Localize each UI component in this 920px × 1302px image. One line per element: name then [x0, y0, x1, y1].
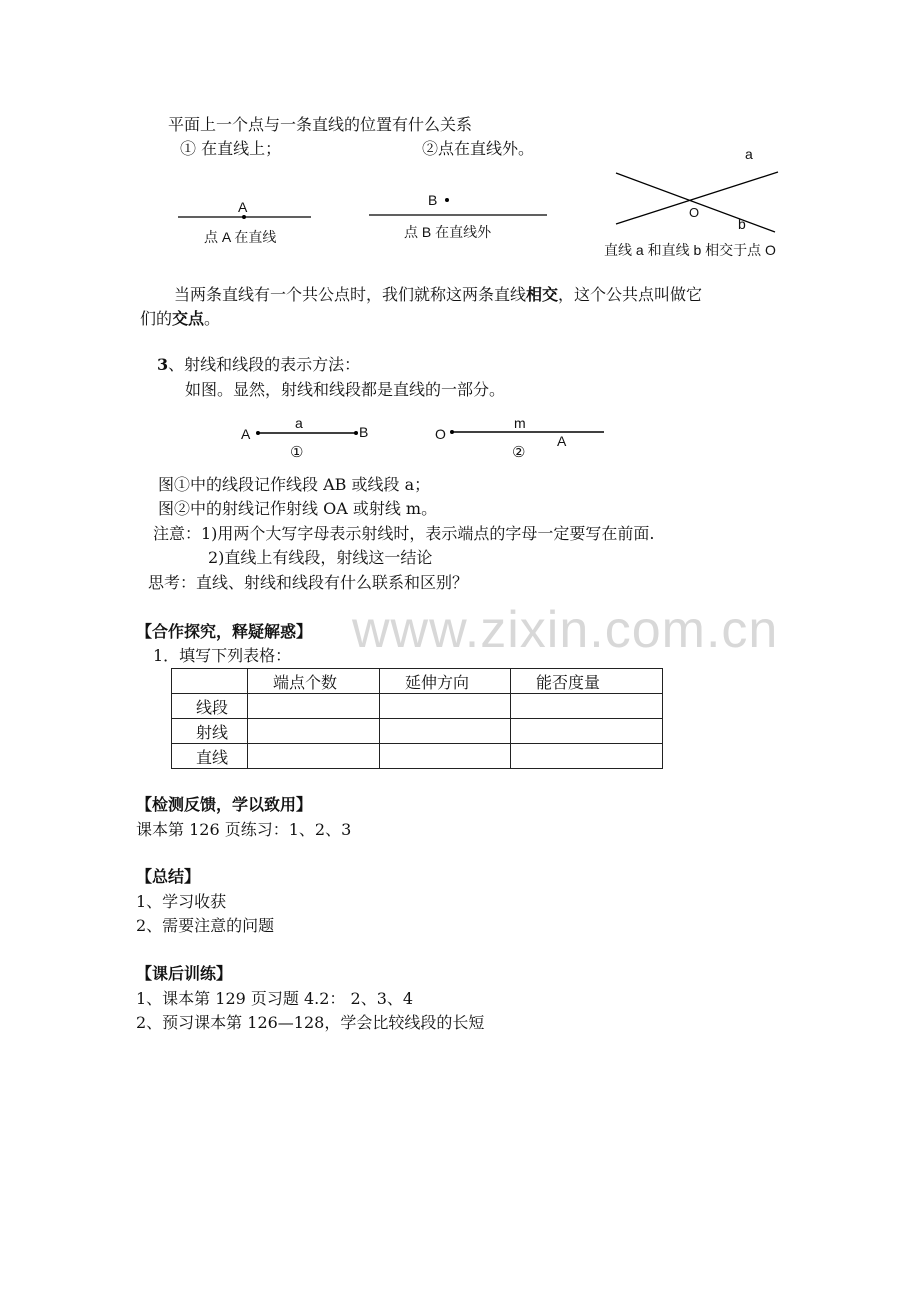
intro-option-2: ②点在直线外。 — [422, 139, 535, 158]
term-intersection-point: 交点 — [172, 309, 205, 328]
table-cell[interactable] — [380, 719, 511, 744]
heading-homework: 【课后训练】 — [136, 964, 233, 983]
homework-item-2: 2、预习课本第 126—128，学会比较线段的长短 — [136, 1013, 485, 1032]
table-row-label: 直线 — [172, 744, 248, 769]
watermark: www.zixin.com.cn — [352, 601, 779, 659]
table-row-label: 射线 — [172, 719, 248, 744]
note-attention-1: 注意：1)用两个大写字母表示射线时，表示端点的字母一定要写在前面. — [153, 524, 655, 543]
table-cell[interactable] — [511, 694, 663, 719]
line-a — [616, 173, 775, 232]
label-point-a: A — [238, 199, 248, 215]
label-figure-2: ② — [512, 443, 526, 461]
table-row-label: 线段 — [172, 694, 248, 719]
label-point-b: B — [428, 192, 438, 208]
summary-item-1: 1、学习收获 — [136, 892, 227, 911]
table-cell[interactable] — [380, 744, 511, 769]
caption-point-on-line: 点 A 在直线 — [204, 229, 277, 245]
label-line-b: b — [738, 216, 746, 232]
section-3-desc: 如图。显然，射线和线段都是直线的一部分。 — [185, 380, 506, 399]
note-attention-2: 2)直线上有线段，射线这一结论 — [208, 548, 433, 567]
table-cell[interactable] — [248, 744, 380, 769]
table-cell[interactable] — [511, 744, 663, 769]
homework-item-1: 1、课本第 129 页习题 4.2： 2、3、4 — [136, 989, 414, 1008]
table-cell[interactable] — [248, 719, 380, 744]
label-ray-o: O — [435, 426, 446, 442]
segment-end-a — [256, 431, 260, 435]
intro-option-1: ① 在直线上； — [180, 139, 282, 158]
term-intersect: 相交 — [526, 285, 559, 304]
table-cell[interactable] — [511, 719, 663, 744]
intersect-definition-line1: 当两条直线有一个共公点时，我们就称这两条直线相交，这个公共点叫做它 — [174, 285, 703, 304]
label-point-o: O — [689, 205, 700, 220]
summary-item-2: 2、需要注意的问题 — [136, 916, 275, 935]
caption-point-off-line: 点 B 在直线外 — [404, 224, 492, 240]
label-ray-name: m — [514, 415, 526, 431]
table-row — [172, 719, 663, 744]
label-line-a: a — [745, 146, 753, 162]
check-exercise: 课本第 126 页练习：1、2、3 — [136, 820, 352, 839]
intersect-definition-line2: 们的交点。 — [140, 309, 221, 328]
comparison-table — [171, 668, 663, 769]
table-cell[interactable] — [380, 694, 511, 719]
table-cell[interactable] — [248, 694, 380, 719]
point-b-dot — [445, 198, 449, 202]
segment-end-b — [354, 431, 358, 435]
label-seg-a: A — [241, 426, 251, 442]
label-seg-name: a — [295, 415, 303, 431]
heading-summary: 【总结】 — [136, 867, 201, 886]
section-3-title: 3、射线和线段的表示方法： — [157, 355, 361, 374]
table-header-cell: 延伸方向 — [380, 669, 511, 694]
table-row — [172, 744, 663, 769]
ray-end-o — [450, 430, 454, 434]
note-ray: 图②中的射线记作射线 OA 或射线 m。 — [158, 499, 438, 518]
intro-question: 平面上一个点与一条直线的位置有什么关系 — [168, 115, 473, 134]
task-fill-table: 1．填写下列表格： — [153, 646, 292, 665]
caption-intersect: 直线 a 和直线 b 相交于点 O — [604, 242, 776, 258]
table-header-cell: 能否度量 — [511, 669, 663, 694]
table-header-row — [172, 669, 663, 694]
note-think: 思考：直线、射线和线段有什么联系和区别？ — [148, 573, 469, 592]
label-seg-b: B — [359, 424, 369, 440]
table-row — [172, 694, 663, 719]
table-header-cell — [172, 669, 248, 694]
table-header-cell: 端点个数 — [248, 669, 380, 694]
note-segment: 图①中的线段记作线段 AB 或线段 a； — [158, 475, 431, 494]
heading-check: 【检测反馈，学以致用】 — [136, 795, 313, 814]
label-figure-1: ① — [290, 443, 304, 461]
heading-cooperate: 【合作探究，释疑解惑】 — [136, 622, 313, 641]
label-ray-a: A — [557, 433, 567, 449]
